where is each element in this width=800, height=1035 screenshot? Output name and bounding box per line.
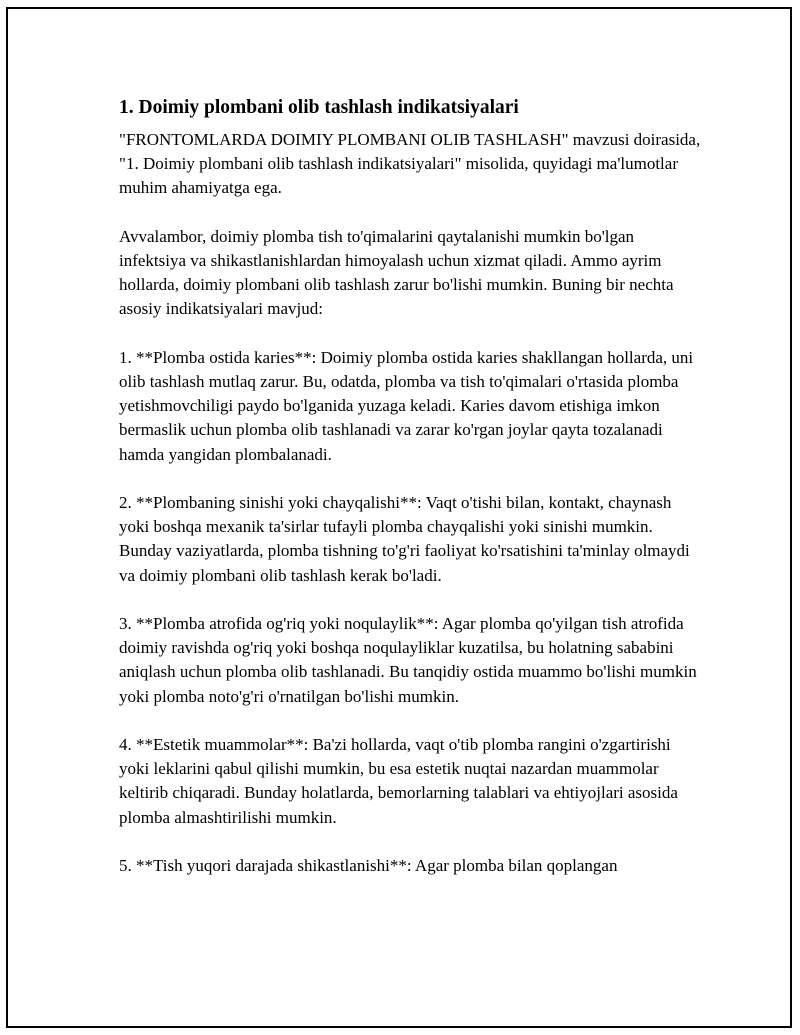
indication-fracture-paragraph: 2. **Plombaning sinishi yoki chayqalishi**: Vaqt o'tishi bilan, kontakt, chaynash yoki boshqa mexanik ta'sirlar tufayli plomba chayqalishi yoki sinishi mumkin. Bunday vaziyatlarda, plomba tishning to'g'ri faoliyat ko'rsatishini ta'minlay olmaydi va doimiy plombani olib tashlash kerak bo'ladi.	[119, 493, 690, 585]
section-heading: 1. Doimiy plombani olib tashlash indikatsiyalari	[119, 97, 519, 118]
indication-aesthetic-paragraph: 4. **Estetik muammolar**: Ba'zi hollarda, vaqt o'tib plomba rangini o'zgartirishi yoki leklarini qabul qilishi mumkin, bu esa estetik nuqtai nazardan muammolar keltirib chiqaradi. Bunday holatlarda, bemorlarning talablari va ehtiyojlari asosida plomba almashtirilishi mumkin.	[119, 735, 678, 827]
indication-damage-paragraph: 5. **Tish yuqori darajada shikastlanishi**: Agar plomba bilan qoplangan	[119, 856, 618, 875]
intro-paragraph: "FRONTOMLARDA DOIMIY PLOMBANI OLIB TASHLASH" mavzusi doirasida, "1. Doimiy plombani olib tashlash indikatsiyalari" misolida, quyidagi ma'lumotlar muhim ahamiyatga ega.	[119, 130, 701, 198]
indication-pain-paragraph: 3. **Plomba atrofida og'riq yoki noqulaylik**: Agar plomba qo'yilgan tish atrofida doimiy ravishda og'riq yoki boshqa noqulayliklar kuzatilsa, bu holatning sababini aniqlash uchun plomba olib tashlanadi. Bu tanqidiy ostida muammo bo'lishi mumkin yoki plomba noto'g'ri o'rnatilgan bo'lishi mumkin.	[119, 614, 697, 706]
indication-caries-paragraph: 1. **Plomba ostida karies**: Doimiy plomba ostida karies shakllangan hollarda, uni olib tashlash mutlaq zarur. Bu, odatda, plomba va tish to'qimalari o'rtasida plomba yetishmovchiligi paydo bo'lganida yuzaga keladi. Karies davom etishiga imkon bermaslik uchun plomba olib tashlanadi va zarar ko'rgan joylar qayta tozalanadi hamda yangidan plombalanadi.	[119, 347, 694, 464]
document-page	[6, 7, 792, 1028]
document-body	[119, 95, 704, 902]
overview-paragraph: Avvalambor, doimiy plomba tish to'qimalarini qaytalanishi mumkin bo'lgan infektsiya va shikastlanishlardan himoyalash uchun xizmat qiladi. Ammo ayrim hollarda, doimiy plombani olib tashlash zarur bo'lishi mumkin. Buning bir nechta asosiy indikatsiyalari mavjud:	[119, 226, 674, 319]
